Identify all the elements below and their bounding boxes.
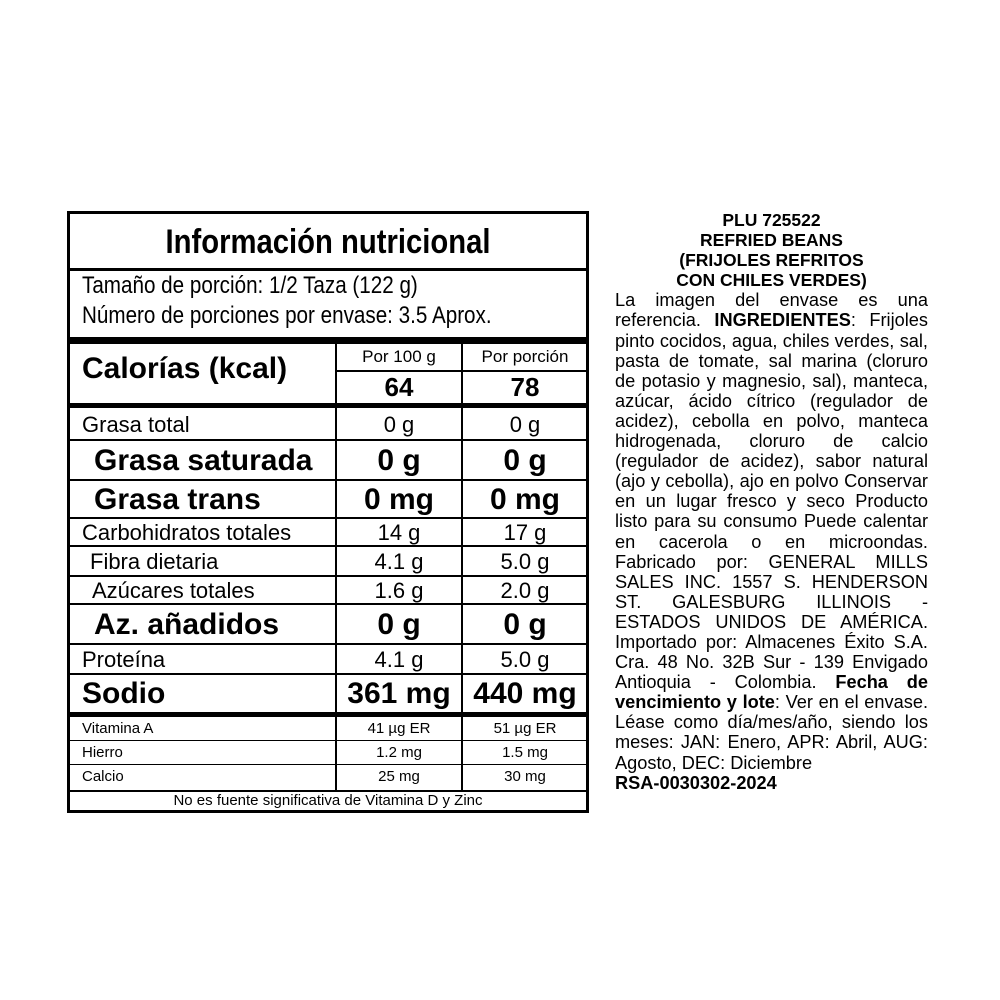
- nutrient-label: Sodio: [82, 677, 166, 710]
- divider: [70, 545, 586, 547]
- calories-perserving: 78: [510, 372, 540, 402]
- nutrient-label: Proteína: [82, 647, 166, 672]
- micronutrient-value-perserving: 1.5 mg: [502, 744, 548, 761]
- column-header-per100: Por 100 g: [362, 347, 436, 366]
- nutrient-value-perserving: 17 g: [503, 520, 547, 545]
- product-name-es-1: (FRIJOLES REFRITOS: [679, 250, 864, 271]
- micronutrient-label: Hierro: [82, 744, 123, 761]
- product-info: [615, 210, 928, 793]
- rsa-code: RSA-0030302-2024: [615, 772, 777, 793]
- nutrient-value-perserving: 0 g: [503, 608, 547, 641]
- serving-size: Tamaño de porción: 1/2 Taza (122 g): [82, 272, 418, 299]
- intro-text: La imagen del envase es una referencia.: [615, 290, 928, 331]
- divider: [70, 603, 586, 605]
- expiry-text: : Ver en el envase. Léase como día/mes/año, siendo los meses: JAN: Enero, APR: Abril, AUG: Agosto, DEC: Diciembre: [615, 692, 928, 773]
- divider: [70, 764, 586, 765]
- nutrient-value-perserving: 2.0 g: [500, 578, 550, 603]
- product-name: REFRIED BEANS: [700, 230, 843, 251]
- divider: [70, 673, 586, 675]
- micronutrient-value-per100: 25 mg: [378, 768, 420, 785]
- nutrient-value-perserving: 5.0 g: [500, 549, 550, 574]
- divider: [70, 479, 586, 481]
- nutrient-value-perserving: 0 g: [509, 412, 541, 437]
- info-body: [615, 290, 928, 792]
- nutrient-value-per100: 0 g: [377, 608, 421, 641]
- thick-divider: [70, 403, 586, 408]
- nutrient-value-per100: 4.1 g: [374, 549, 424, 574]
- divider: [70, 643, 586, 645]
- nutrient-label: Fibra dietaria: [90, 549, 219, 574]
- plu-code: PLU 725522: [722, 210, 821, 230]
- micronutrient-label: Vitamina A: [82, 720, 154, 737]
- nutrition-facts-panel: [67, 211, 589, 813]
- nutrient-value-perserving: 0 g: [503, 444, 547, 477]
- micronutrient-value-per100: 1.2 mg: [376, 744, 422, 761]
- panel-title: Información nutricional: [165, 223, 491, 261]
- divider: [335, 370, 589, 372]
- micronutrient-value-per100: 41 µg ER: [367, 720, 431, 737]
- divider: [70, 575, 586, 577]
- calories-label: Calorías (kcal): [82, 352, 288, 385]
- divider: [70, 439, 586, 441]
- divider: [70, 517, 586, 519]
- micronutrient-value-perserving: 51 µg ER: [493, 720, 557, 737]
- divider: [70, 740, 586, 741]
- nutrient-label: Az. añadidos: [94, 608, 280, 641]
- ingredients-text: : Frijoles pinto cocidos, agua, chiles verdes, sal, pasta de tomate, sal marina (cloruro de potasio y magnesio, sal), manteca, azúcar, ácido cítrico (regulador de acidez), cebolla en polvo, manteca hidrogenada, cloruro de calcio (regulador de acidez), sabor natural (ajo y cebolla), ajo en polvo Conservar en un lugar fresco y seco Producto listo para su consumo Puede calentar en cacerola o en microondas. Fabricado por: GENERAL MILLS SALES INC. 1557 S. HENDERSON ST. GALESBURG ILLINOIS - ESTADOS UNIDOS DE AMÉRICA. Importado por: Almacenes Éxito S.A. Cra. 48 No. 32B Sur - 139 Envigado Antioquia - Colombia.: [615, 310, 928, 693]
- nutrient-value-per100: 0 g: [377, 444, 421, 477]
- nutrient-label: Carbohidratos totales: [82, 520, 292, 545]
- nutrient-value-per100: 1.6 g: [374, 578, 424, 603]
- thick-divider: [70, 337, 586, 344]
- micronutrient-label: Calcio: [82, 768, 124, 785]
- column-header-perserving: Por porción: [481, 347, 569, 366]
- nutrient-value-per100: 0 g: [383, 412, 415, 437]
- micronutrient-value-perserving: 30 mg: [504, 768, 546, 785]
- calories-per100: 64: [384, 372, 414, 402]
- footnote: No es fuente significativa de Vitamina D y Zinc: [173, 792, 483, 809]
- product-name-es-2: CON CHILES VERDES): [676, 270, 867, 291]
- nutrient-value-per100: 4.1 g: [374, 647, 424, 672]
- nutrient-label: Grasa trans: [94, 483, 261, 516]
- servings-per-container: Número de porciones por envase: 3.5 Aprox.: [82, 302, 492, 329]
- nutrient-value-perserving: 440 mg: [473, 677, 577, 710]
- ingredients-label: INGREDIENTES: [714, 310, 851, 331]
- nutrient-label: Grasa total: [82, 412, 190, 437]
- nutrient-value-perserving: 5.0 g: [500, 647, 550, 672]
- expiry-label: Fecha de vencimiento y lote: [615, 672, 929, 713]
- nutrient-value-per100: 361 mg: [347, 677, 451, 710]
- nutrient-label: Grasa saturada: [94, 444, 313, 477]
- nutrient-value-perserving: 0 mg: [489, 483, 561, 516]
- nutrient-label: Azúcares totales: [92, 578, 255, 603]
- nutrient-value-per100: 0 mg: [363, 483, 435, 516]
- nutrient-value-per100: 14 g: [377, 520, 421, 545]
- thick-divider: [70, 712, 586, 717]
